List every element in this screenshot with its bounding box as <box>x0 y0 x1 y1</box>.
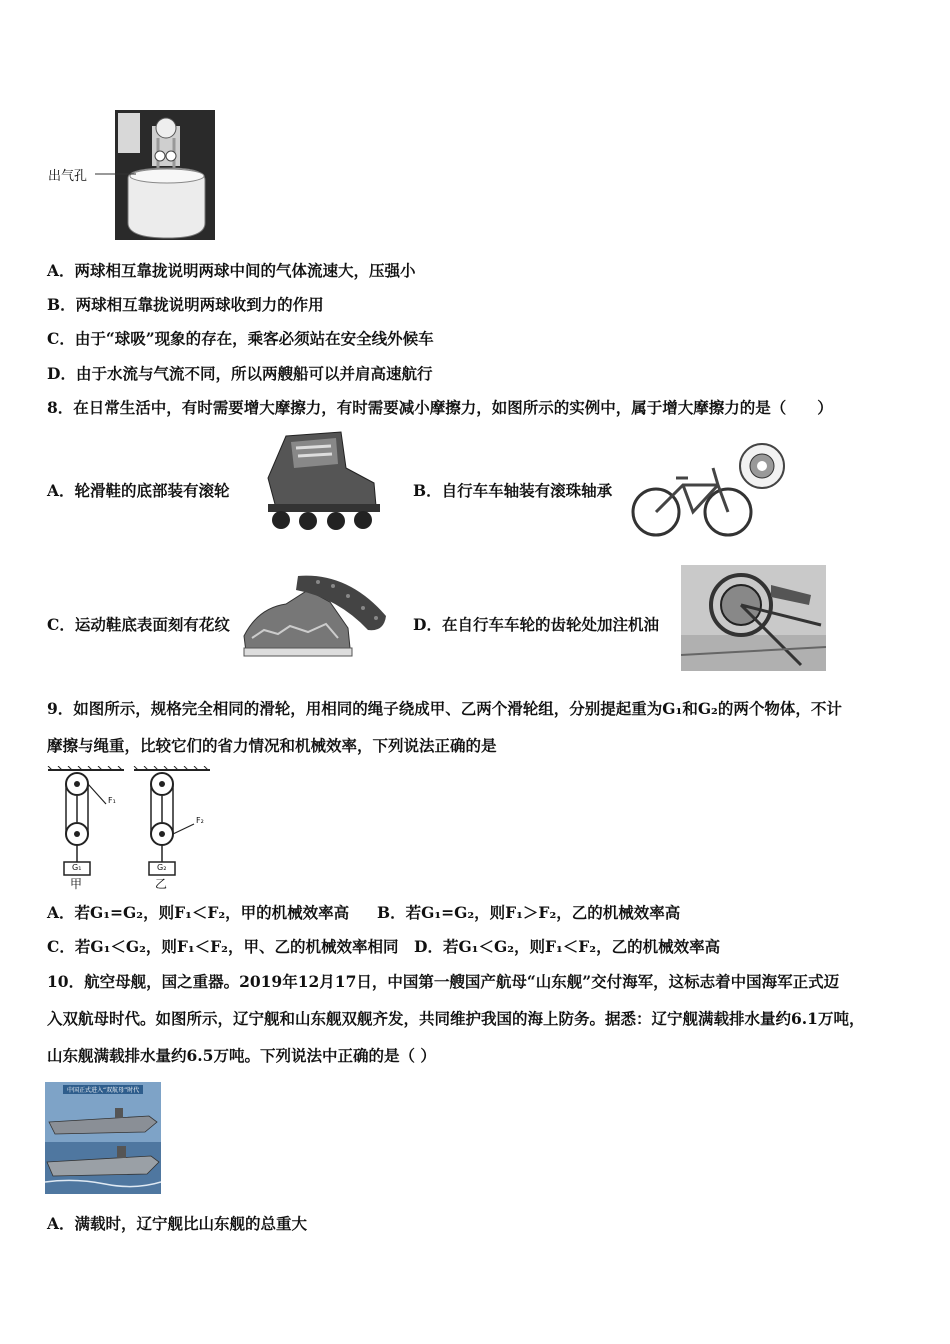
q8-option-b: B．自行车车轴装有滚珠轴承 <box>413 481 613 500</box>
q10-figure-banner: 中国正式进入“双航母”时代 <box>67 1087 140 1094</box>
q9-stem-line-1: 9．如图所示，规格完全相同的滑轮，用相同的绳子绕成甲、乙两个滑轮组，分别提起重为G₁和G₂的两个物体，不计 <box>47 699 842 718</box>
q9-option-c: C．若G₁＜G₂，则F₁＜F₂，甲、乙的机械效率相同 <box>47 937 399 956</box>
q8-gear-oil-image <box>681 565 826 671</box>
q10-stem-line-1: 10．航空母舰，国之重器。2019年12月17日，中国第一艘国产航母“山东舰”交付海军，这标志着中国海军正式迈 <box>47 972 840 991</box>
q10-option-a: A．满载时，辽宁舰比山东舰的总重大 <box>47 1214 308 1233</box>
q9-g1-label: G₁ <box>72 863 82 872</box>
q10-stem-line-2: 入双航母时代。如图所示，辽宁舰和山东舰双舰齐发，共同维护我国的海上防务。据悉：辽宁舰满载排水量约6.1万吨， <box>47 1009 865 1028</box>
q8-option-c: C．运动鞋底表面刻有花纹 <box>47 615 230 634</box>
q7-option-c: C．由于“球吸”现象的存在，乘客必须站在安全线外候车 <box>47 329 434 348</box>
q7-figure <box>40 108 220 242</box>
q10-stem-line-3: 山东舰满载排水量约6.5万吨。下列说法中正确的是（ ） <box>47 1046 436 1065</box>
q9-f1-label: F₁ <box>108 796 116 805</box>
q9-f2-label: F₂ <box>196 816 204 825</box>
q9-option-a: A．若G₁=G₂，则F₁＜F₂，甲的机械效率高 <box>47 903 350 922</box>
q8-bicycle-bearing-image <box>628 440 788 538</box>
q9-stem-line-2: 摩擦与绳重，比较它们的省力情况和机械效率，下列说法正确的是 <box>47 736 497 755</box>
q8-option-d: D．在自行车车轮的齿轮处加注机油 <box>413 615 659 634</box>
q7-option-d: D．由于水流与气流不同，所以两艘船可以并肩高速航行 <box>47 364 433 383</box>
q9-option-d: D．若G₁＜G₂，则F₁＜F₂，乙的机械效率高 <box>414 937 721 956</box>
q8-sneaker-image <box>238 568 390 666</box>
q9-g2-label: G₂ <box>157 863 167 872</box>
q8-option-a: A．轮滑鞋的底部装有滚轮 <box>47 481 230 500</box>
q8-stem: 8．在日常生活中，有时需要增大摩擦力，有时需要减小摩擦力，如图所示的实例中，属于增大摩擦力的是（ ） <box>47 398 833 417</box>
q8-roller-skate-image <box>246 428 386 532</box>
q9-pulley-figure <box>44 766 214 890</box>
q7-option-b: B．两球相互靠拢说明两球收到力的作用 <box>47 295 324 314</box>
q9-right-label: 乙 <box>155 877 168 890</box>
q7-figure-label: 出气孔 <box>48 169 88 184</box>
q9-left-label: 甲 <box>70 877 83 890</box>
q7-option-a: A．两球相互靠拢说明两球中间的气体流速大，压强小 <box>47 261 416 280</box>
q9-option-b: B．若G₁=G₂，则F₁＞F₂，乙的机械效率高 <box>377 903 681 922</box>
q10-carrier-image <box>45 1082 161 1194</box>
